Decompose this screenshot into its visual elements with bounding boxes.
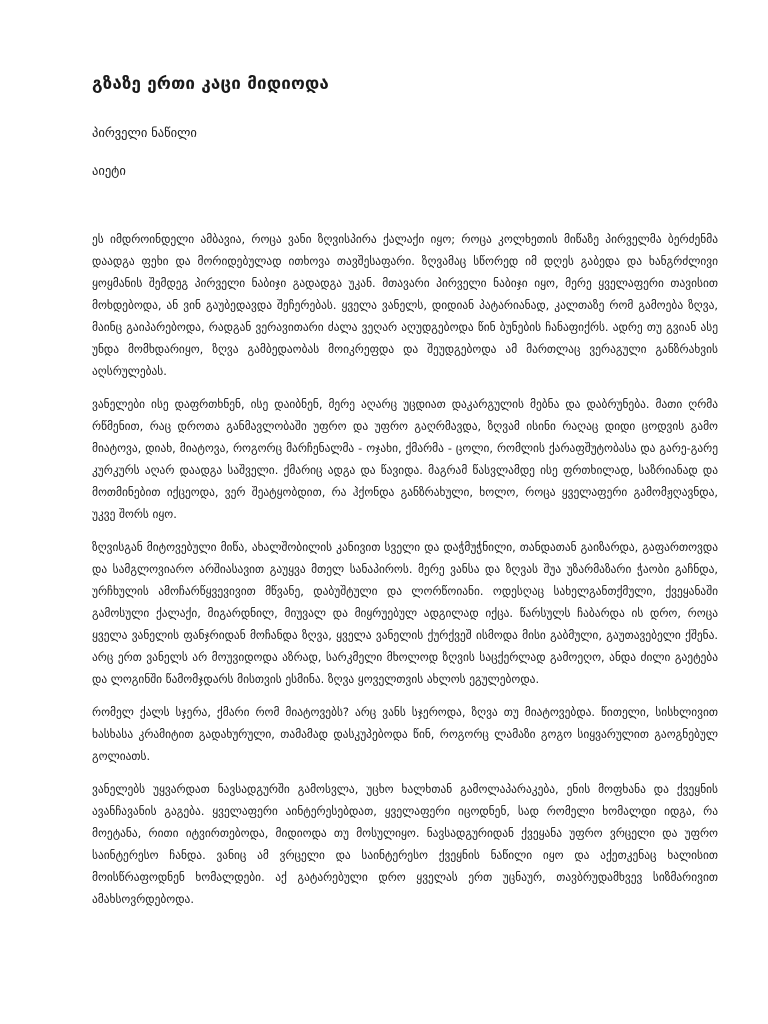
part-heading: პირველი ნაწილი (92, 125, 197, 140)
body-paragraph: ვანელები ისე დაფრთხნენ, ისე დაიბნენ, მერე აღარც უცდიათ დაკარგულის მებნა და დაბრუნება. მათი ღრმა რწმენით, რაც დროთა განმავლობაში უფრო და უფრო გაღრმავდა, ზღვამ ისინი რაღაც დიდი ცოდვის გამო მიატოვა, დიახ, მიატოვა, როგორც მარჩენალმა - ოჯახი, ქმარმა - ცოლი, რომლის ქარაფშუტობასა და გარე-გარე კურკურს აღარ დაადგა საშველი. ქმარიც ადგა და წავიდა. მაგრამ წასვლამდე ისე ფრთხილად, საზრიანად და მოთმინებით იქცეოდა, ვერ შეატყობდით, რა ჰქონდა განზრახული, ხოლო, როცა ყველაფერი გამომჟღავნდა, უკვე შორს იყო. (92, 397, 718, 521)
body-paragraph: ეს იმდროინდელი ამბავია, როცა ვანი ზღვისპირა ქალაქი იყო; როცა კოლხეთის მიწაზე პირველმა ბერძენმა დაადგა ფეხი და მორიდებულად ითხოვა თავშესაფარი. ზღვამაც სწორედ იმ დღეს გაბედა და ხანგრძლივი ყოყმანის შემდეგ პირველი ნაბიჯი გადადგა უკან. მთავარი პირველი ნაბიჯი იყო, მერე ყველაფერი თავისით მოხდებოდა, ან ვინ გაუბედავდა შეჩერებას. ყველა ვანელს, დიდიან პატარიანად, კალთაზე რომ გამოება ზღვა, მაინც გაიპარებოდა, რადგან ვერავითარი ძალა ვეღარ აღუდგებოდა წინ ბუნების ჩანაფიქრს. ადრე თუ გვიან ასე უნდა მომხდარიყო, ზღვა გამბედაობას მოიკრეფდა და შეუდგებოდა ამ მართლაც ვერაგული განზრახვის აღსრულებას. (92, 232, 718, 378)
chapter-heading: აიეტი (92, 163, 126, 178)
body-paragraph: ვანელებს უყვარდათ ნავსადგურში გამოსვლა, უცხო ხალხთან გამოლაპარაკება, ენის მოფხანა და ქვეყნის ავანჩავანის გაგება. ყველაფერი აინტერესებდათ, ყველაფერი იცოდნენ, სად რომელი ხომალდი იდგა, რა მოეტანა, რითი იტვირთებოდა, მიდიოდა თუ მოსულიყო. ნავსადგურიდან ქვეყანა უფრო ვრცელი და უფრო საინტერესო ჩანდა. ვანიც ამ ვრცელი და საინტერესო ქვეყნის ნაწილი იყო და აქეთკენაც ხალისით მოისწრაფოდნენ ხომალდები. აქ გატარებული დრო ყველას ერთ უცნაურ, თავბრუდამხვევ სიზმარივით ამახსოვრდებოდა. (92, 782, 718, 906)
body-paragraph: რომელ ქალს სჯერა, ქმარი რომ მიატოვებს? არც ვანს სჯეროდა, ზღვა თუ მიატოვებდა. წითელი, სისხლივით ხასხასა კრამიტით გადახურული, თამამად დასკუპებოდა წინ, როგორც ლამაზი გოგო სიყვარულით გაოგნებულ გოლიათს. (92, 705, 718, 763)
body-paragraph: ზღვისგან მიტოვებული მიწა, ახალშობილის კანივით სველი და დაჭმუჭნილი, თანდათან გაიზარდა, გაფართოვდა და სამგლოვიარო არშიასავით გაუყვა მთელ სანაპიროს. მერე ვანსა და ზღვას შუა უზარმაზარი ჭაობი გაჩნდა, ურჩხულის ამოჩარწყვევივით მწვანე, დაბუშტული და ლორწოიანი. ოდესღაც სახელგანთქმული, ქვეყანაში გამოსული ქალაქი, მიგარდნილ, მიუვალ და მიყრუებულ ადგილად იქცა. წარსულს ჩაბარდა ის დრო, როცა ყველა ვანელის ფანჯრიდან მოჩანდა ზღვა, ყველა ვანელის ქურქვეშ ისმოდა მისი გაბმული, გაუთავებელი ქშენა. არც ერთ ვანელს არ მოუვიდოდა აზრად, სარკმელი მხოლოდ ზღვის საცქერლად გამოეღო, ანდა ძილი გაეტება და ლოგინში წამომჯდარს მისთვის ესმინა. ზღვა ყოველთვის ახლოს ეგულებოდა. (92, 540, 718, 686)
document-title: გზაზე ერთი კაცი მიდიოდა (92, 74, 330, 94)
document-page (92, 72, 718, 921)
